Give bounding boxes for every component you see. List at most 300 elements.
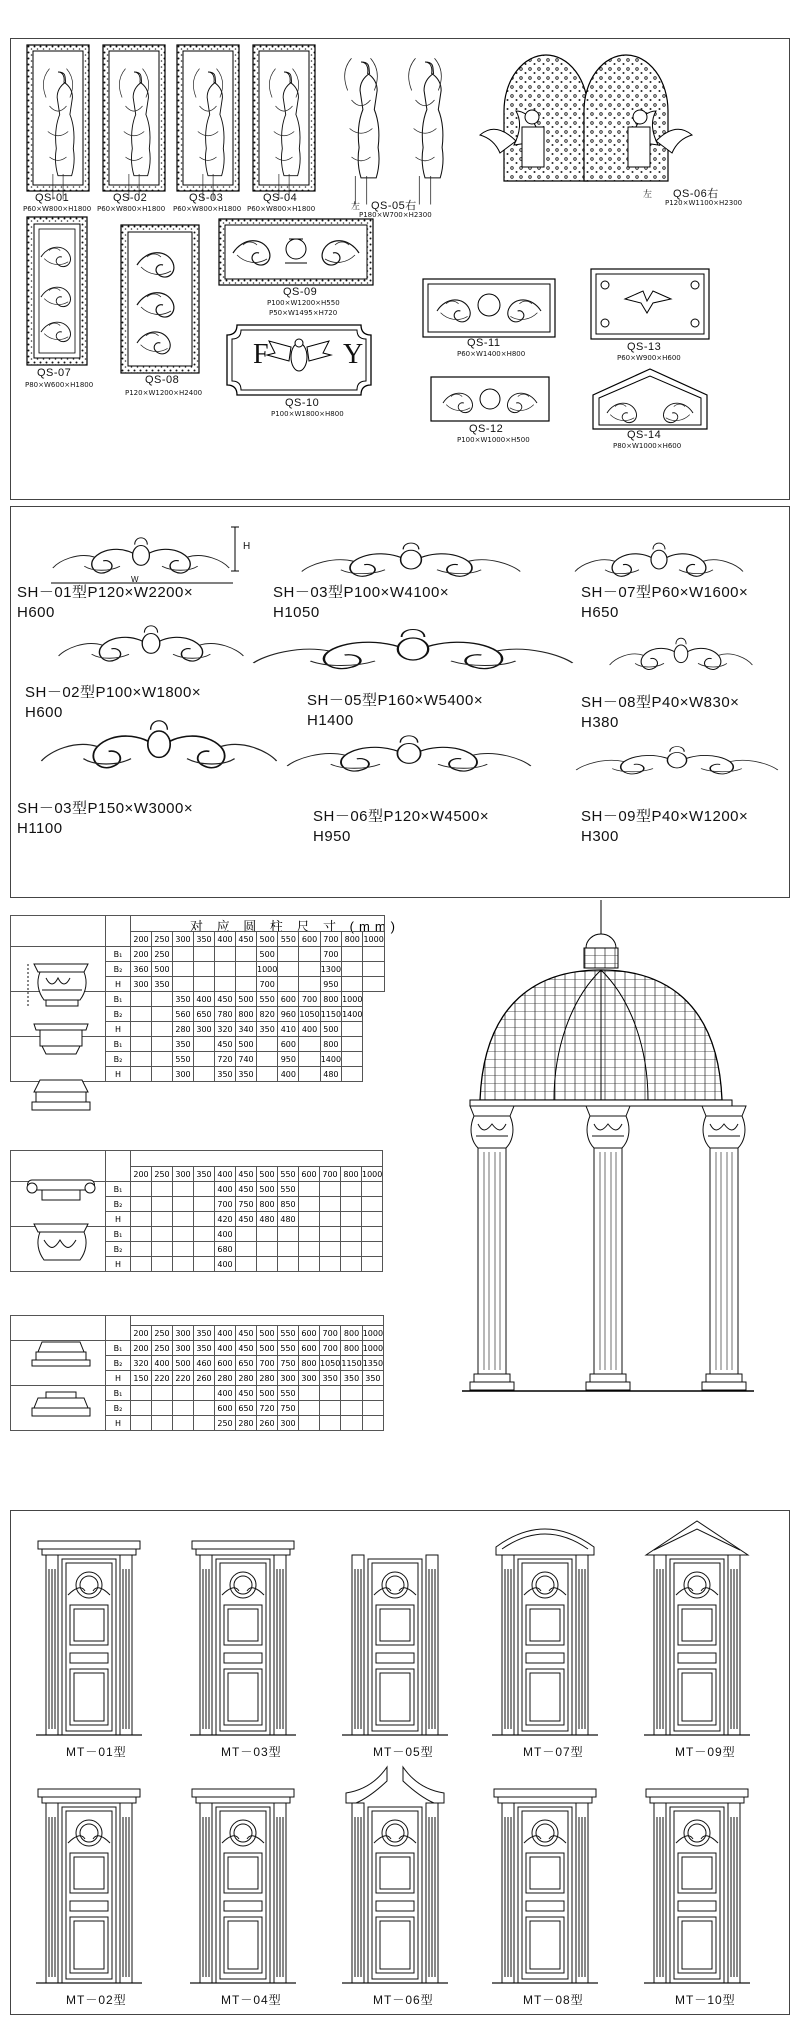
table-cell: 550 <box>257 992 278 1007</box>
table-cell: 500 <box>236 1037 257 1052</box>
table-cell <box>320 1242 341 1257</box>
table-cell <box>152 1037 173 1052</box>
table-cell <box>299 977 320 992</box>
size-header-cell: 1000 <box>363 932 384 947</box>
table-cell: 280 <box>236 1371 257 1386</box>
table-cell <box>257 1037 278 1052</box>
qs-10-code: QS-10 <box>285 397 320 409</box>
table-cell: 420 <box>215 1212 236 1227</box>
table-cell <box>299 1037 320 1052</box>
size-header-cell: 450 <box>236 932 257 947</box>
table-cell <box>299 1257 320 1272</box>
size-header-cell: 1000 <box>362 1326 383 1341</box>
size-header-cell: 500 <box>257 1326 278 1341</box>
table-cell <box>152 1386 173 1401</box>
table-cell <box>257 1227 278 1242</box>
mt-01-label: MT－01型 <box>66 1745 127 1759</box>
table-cell: 550 <box>278 1386 299 1401</box>
table-cell: 350 <box>152 977 173 992</box>
qs-04-code: QS-04 <box>263 192 298 204</box>
table-cell <box>320 1416 341 1431</box>
qs-14-dim: P80×W1000×H600 <box>613 442 682 450</box>
table-cell <box>131 1182 152 1197</box>
row-label-cell: B₂ <box>106 1242 131 1257</box>
table-cell <box>131 1007 152 1022</box>
table-cell: 800 <box>341 1341 362 1356</box>
table-cell: 1400 <box>342 1007 363 1022</box>
table-cell: 960 <box>278 1007 299 1022</box>
table-cell <box>131 1022 152 1037</box>
table-cell: 1350 <box>362 1356 383 1371</box>
table-cell: 250 <box>152 1341 173 1356</box>
table-cell <box>341 1182 362 1197</box>
table-cell <box>342 977 363 992</box>
table-cell <box>152 1022 173 1037</box>
table-cell: 1150 <box>320 1007 341 1022</box>
door-MT－06型 <box>342 1767 448 1983</box>
table-cell <box>215 962 236 977</box>
qs-09-code: QS-09 <box>283 286 318 298</box>
table-cell <box>257 1257 278 1272</box>
door-MT－08型 <box>492 1789 598 1983</box>
sh-02-label: SH－02型P100×W1800× H600 <box>25 684 202 721</box>
table-cell: 300 <box>173 1341 194 1356</box>
table-cell <box>215 947 236 962</box>
mt-08-label: MT－08型 <box>523 1993 584 2007</box>
table-cell <box>236 977 257 992</box>
table-cell: 460 <box>194 1356 215 1371</box>
table-cell: 400 <box>194 992 215 1007</box>
table-cell <box>363 962 384 977</box>
table-cell <box>194 1416 215 1431</box>
qs-13-dim: P60×W900×H600 <box>617 354 681 362</box>
door-MT－09型 <box>644 1521 750 1735</box>
table-cell <box>362 1227 383 1242</box>
table-cell <box>152 992 173 1007</box>
qs-01-dim: P60×W800×H1800 <box>23 205 92 213</box>
table-cell <box>342 1052 363 1067</box>
table-cell <box>194 1242 215 1257</box>
size-header-cell: 500 <box>257 1167 278 1182</box>
row-label-cell: B₂ <box>106 1401 131 1416</box>
table-cell <box>194 1401 215 1416</box>
table-cell <box>173 977 194 992</box>
table-cell <box>152 1401 173 1416</box>
table-cell: 600 <box>278 992 299 1007</box>
row-label-cell: B₂ <box>106 1007 131 1022</box>
table-cell: 280 <box>173 1022 194 1037</box>
size-header-cell: 300 <box>173 1167 194 1182</box>
qs-13-code: QS-13 <box>627 341 662 353</box>
table-cell <box>320 1197 341 1212</box>
size-header-cell: 400 <box>215 1326 236 1341</box>
table-cell: 350 <box>236 1067 257 1082</box>
table-cell: 400 <box>215 1341 236 1356</box>
table-cell <box>299 1052 320 1067</box>
table-cell: 950 <box>320 977 341 992</box>
table-cell: 650 <box>236 1356 257 1371</box>
row-label-cell: H <box>106 977 131 992</box>
table-cell <box>131 1386 152 1401</box>
table-cell <box>152 1067 173 1082</box>
table-cell: 500 <box>257 1341 278 1356</box>
qs-05-left-mark: 左 <box>351 201 361 211</box>
qs-10-letter-f: F <box>253 339 270 370</box>
table-cell <box>341 1401 362 1416</box>
table-cell: 280 <box>257 1371 278 1386</box>
table-cell <box>131 1037 152 1052</box>
row-label-cell: B₁ <box>106 1182 131 1197</box>
table-cell: 400 <box>215 1227 236 1242</box>
table-cell: 1000 <box>342 992 363 1007</box>
table-cell <box>299 947 320 962</box>
table-cell <box>278 1242 299 1257</box>
qs-06-dim: P120×W1100×H2300 <box>665 199 743 207</box>
table-cell: 300 <box>278 1371 299 1386</box>
door-MT－04型 <box>190 1789 296 1983</box>
table-cell: 400 <box>299 1022 320 1037</box>
table-cell: 280 <box>236 1416 257 1431</box>
table-cell: 320 <box>131 1356 152 1371</box>
size-header-cell: 350 <box>194 1326 215 1341</box>
sh-08-label: SH－08型P40×W830× H380 <box>581 694 740 731</box>
sh-01-label: SH－01型P120×W2200× H600 <box>17 584 194 621</box>
table-cell: 500 <box>257 1386 278 1401</box>
size-header-cell: 700 <box>320 932 341 947</box>
table-cell <box>194 962 215 977</box>
size-header-cell: 600 <box>299 1167 320 1182</box>
row-label-cell: B₁ <box>106 1227 131 1242</box>
row-label-cell: B₂ <box>106 1356 131 1371</box>
table-cell <box>173 1212 194 1227</box>
size-header-cell: 350 <box>194 932 215 947</box>
table-cell: 700 <box>215 1197 236 1212</box>
table-cell: 350 <box>257 1022 278 1037</box>
table-cell: 260 <box>194 1371 215 1386</box>
table-cell <box>194 1037 215 1052</box>
table-cell: 740 <box>236 1052 257 1067</box>
mt-06-label: MT－06型 <box>373 1993 434 2007</box>
table-cell <box>320 1401 341 1416</box>
table-cell: 600 <box>215 1356 236 1371</box>
table-cell: 800 <box>299 1356 320 1371</box>
table-cell <box>362 1212 383 1227</box>
table-cell <box>152 1257 173 1272</box>
ornament-w-mark: W <box>131 575 140 584</box>
table-cell: 650 <box>236 1401 257 1416</box>
table-cell <box>299 1067 320 1082</box>
table-cell: 750 <box>278 1401 299 1416</box>
size-header-cell: 500 <box>257 932 278 947</box>
statue-drawings <box>11 39 791 501</box>
table-cell: 700 <box>299 992 320 1007</box>
mt-10-label: MT－10型 <box>675 1993 736 2007</box>
size-header-cell: 450 <box>236 1326 257 1341</box>
door-MT－03型 <box>190 1541 296 1735</box>
table-cell <box>152 1416 173 1431</box>
table-cell: 800 <box>320 1037 341 1052</box>
table-cell <box>341 1257 362 1272</box>
table-cell <box>173 1416 194 1431</box>
table-cell: 250 <box>215 1416 236 1431</box>
row-label-cell: H <box>106 1257 131 1272</box>
table-cell: 720 <box>257 1401 278 1416</box>
sh-03-label: SH－03型P100×W4100× H1050 <box>273 584 450 621</box>
door-MT－01型 <box>36 1541 142 1735</box>
size-header-cell: 550 <box>278 1167 299 1182</box>
table-cell: 600 <box>299 1341 320 1356</box>
table-cell <box>173 1197 194 1212</box>
size-header-cell: 700 <box>320 1167 341 1182</box>
table-cell <box>173 1182 194 1197</box>
table-cell: 400 <box>152 1356 173 1371</box>
table-cell: 450 <box>236 1212 257 1227</box>
table-cell <box>362 1257 383 1272</box>
door-MT－05型 <box>342 1555 448 1735</box>
table-cell <box>194 977 215 992</box>
table-cell <box>299 1416 320 1431</box>
table-cell: 300 <box>173 1067 194 1082</box>
qs-10-letter-y: Y <box>343 339 364 370</box>
table-cell <box>194 947 215 962</box>
table-cell: 450 <box>236 1386 257 1401</box>
size-header-cell: 250 <box>152 932 173 947</box>
table-cell: 350 <box>215 1067 236 1082</box>
table-cell: 500 <box>257 1182 278 1197</box>
row-label-cell: H <box>106 1022 131 1037</box>
row-label-cell: H <box>106 1371 131 1386</box>
column-spec-title: 对 应 圆 柱 尺 寸 (mm) <box>190 919 400 934</box>
table-cell <box>342 962 363 977</box>
table-cell <box>194 1212 215 1227</box>
table-cell: 850 <box>278 1197 299 1212</box>
row-label-cell: B₁ <box>106 1037 131 1052</box>
mt-09-label: MT－09型 <box>675 1745 736 1759</box>
table-cell <box>299 1182 320 1197</box>
table-cell: 500 <box>257 947 278 962</box>
table-cell: 780 <box>215 1007 236 1022</box>
table-cell: 280 <box>215 1371 236 1386</box>
row-label-cell: B₂ <box>106 1052 131 1067</box>
mt-04-label: MT－04型 <box>221 1993 282 2007</box>
table-cell: 680 <box>215 1242 236 1257</box>
size-header-cell: 600 <box>299 1326 320 1341</box>
statue-panel <box>10 38 790 500</box>
table-cell: 450 <box>236 1182 257 1197</box>
ornament-h-mark: H <box>243 541 251 552</box>
table-cell <box>341 1212 362 1227</box>
table-cell <box>131 1197 152 1212</box>
table-cell <box>194 1052 215 1067</box>
table-cell: 450 <box>236 1341 257 1356</box>
qs-10-dim: P100×W1800×H800 <box>271 410 344 418</box>
table-cell: 220 <box>173 1371 194 1386</box>
table-cell <box>194 1257 215 1272</box>
qs-12-dim: P100×W1000×H500 <box>457 436 530 444</box>
table-cell <box>362 1416 383 1431</box>
table-cell <box>257 1242 278 1257</box>
size-header-cell: 450 <box>236 1167 257 1182</box>
table-cell <box>173 1401 194 1416</box>
table-cell: 350 <box>320 1371 341 1386</box>
table-cell <box>194 1182 215 1197</box>
qs-03-code: QS-03 <box>189 192 224 204</box>
row-label-cell: B₁ <box>106 1386 131 1401</box>
table-cell: 700 <box>320 1341 341 1356</box>
table-cell <box>363 947 384 962</box>
qs-05-code: QS-05右 <box>371 200 417 212</box>
table-cell: 600 <box>278 1037 299 1052</box>
table-cell <box>299 1386 320 1401</box>
table-cell <box>131 1052 152 1067</box>
size-header-cell: 600 <box>299 932 320 947</box>
table-cell: 800 <box>236 1007 257 1022</box>
table-cell: 1050 <box>320 1356 341 1371</box>
size-header-cell: 550 <box>278 1326 299 1341</box>
table-cell <box>299 1401 320 1416</box>
table-cell <box>341 1242 362 1257</box>
table-cell: 700 <box>257 1356 278 1371</box>
table-cell <box>236 947 257 962</box>
table-cell: 400 <box>215 1257 236 1272</box>
table-cell <box>278 962 299 977</box>
row-label-cell: B₁ <box>106 992 131 1007</box>
door-panel <box>10 1510 790 2015</box>
row-label-cell: B₂ <box>106 962 131 977</box>
table-cell <box>131 1242 152 1257</box>
table-cell <box>341 1386 362 1401</box>
table-cell: 260 <box>257 1416 278 1431</box>
table-cell: 300 <box>299 1371 320 1386</box>
table-cell <box>173 947 194 962</box>
qs-02-dim: P60×W800×H1800 <box>97 205 166 213</box>
table-cell <box>299 962 320 977</box>
qs-11-dim: P60×W1400×H800 <box>457 350 526 358</box>
table-cell: 650 <box>194 1007 215 1022</box>
table-cell: 550 <box>173 1052 194 1067</box>
table-cell: 800 <box>257 1197 278 1212</box>
qs-09-dim: P100×W1200×H550 <box>267 299 340 307</box>
qs-14-code: QS-14 <box>627 429 662 441</box>
table-cell <box>299 1242 320 1257</box>
table-cell: 300 <box>278 1416 299 1431</box>
mt-03-label: MT－03型 <box>221 1745 282 1759</box>
table-cell: 300 <box>131 977 152 992</box>
door-MT－02型 <box>36 1789 142 1983</box>
door-drawings <box>11 1511 791 2016</box>
qs-08-dim: P120×W1200×H2400 <box>125 389 203 397</box>
table-cell: 500 <box>152 962 173 977</box>
table-cell <box>152 1242 173 1257</box>
table-cell <box>215 977 236 992</box>
table-cell <box>131 1227 152 1242</box>
table-cell: 220 <box>152 1371 173 1386</box>
table-cell <box>194 1197 215 1212</box>
size-header-cell: 250 <box>152 1326 173 1341</box>
mt-05-label: MT－05型 <box>373 1745 434 1759</box>
table-cell <box>299 1227 320 1242</box>
table-cell <box>299 1212 320 1227</box>
qs-08-code: QS-08 <box>145 374 180 386</box>
table-cell <box>131 1401 152 1416</box>
table-cell <box>152 1182 173 1197</box>
table-cell: 480 <box>257 1212 278 1227</box>
sh-03b-label: SH－03型P150×W3000× H1100 <box>17 800 194 837</box>
table-cell: 1400 <box>320 1052 341 1067</box>
table-cell <box>278 1227 299 1242</box>
table-cell: 1000 <box>257 962 278 977</box>
table-cell <box>131 992 152 1007</box>
table-cell <box>131 1257 152 1272</box>
table-cell: 950 <box>278 1052 299 1067</box>
table-cell: 750 <box>236 1197 257 1212</box>
table-cell <box>320 1257 341 1272</box>
table-cell: 340 <box>236 1022 257 1037</box>
table-cell <box>131 1067 152 1082</box>
table-cell: 550 <box>278 1182 299 1197</box>
row-label-cell: H <box>106 1416 131 1431</box>
table-cell: 700 <box>257 977 278 992</box>
row-label-cell: B₁ <box>106 1341 131 1356</box>
table-cell <box>173 1386 194 1401</box>
gazebo-drawing <box>470 900 790 1420</box>
sh-05-label: SH－05型P160×W5400× H1400 <box>307 692 484 729</box>
size-header-cell: 550 <box>278 932 299 947</box>
table-cell <box>341 1416 362 1431</box>
size-header-cell: 400 <box>215 1167 236 1182</box>
table-cell: 410 <box>278 1022 299 1037</box>
capital-sketches <box>12 950 112 1510</box>
table-cell <box>236 962 257 977</box>
table-cell: 400 <box>215 1182 236 1197</box>
table-cell <box>173 962 194 977</box>
table-cell <box>342 1022 363 1037</box>
table-cell <box>342 1067 363 1082</box>
qs-07-dim: P80×W600×H1800 <box>25 381 94 389</box>
table-cell: 400 <box>215 1386 236 1401</box>
table-cell: 300 <box>194 1022 215 1037</box>
table-cell <box>194 1067 215 1082</box>
table-cell: 1000 <box>362 1341 383 1356</box>
table-cell <box>278 947 299 962</box>
qs-12-code: QS-12 <box>469 423 504 435</box>
size-header-cell: 300 <box>173 932 194 947</box>
table-cell: 450 <box>215 1037 236 1052</box>
table-cell <box>341 1227 362 1242</box>
qs-01-code: QS-01 <box>35 192 70 204</box>
table-cell <box>278 1257 299 1272</box>
size-header-cell: 250 <box>152 1167 173 1182</box>
qs-03-dim: P60×W800×H1800 <box>173 205 242 213</box>
qs-09-dim2: P50×W1495×H720 <box>269 309 338 317</box>
row-label-cell: B₁ <box>106 947 131 962</box>
table-cell: 350 <box>341 1371 362 1386</box>
table-cell: 720 <box>215 1052 236 1067</box>
size-header-cell: 400 <box>215 932 236 947</box>
table-cell <box>152 1227 173 1242</box>
size-header-cell: 800 <box>342 932 363 947</box>
table-cell <box>342 947 363 962</box>
table-cell: 500 <box>320 1022 341 1037</box>
table-cell <box>236 1242 257 1257</box>
mt-07-label: MT－07型 <box>523 1745 584 1759</box>
size-header-cell: 300 <box>173 1326 194 1341</box>
qs-02-code: QS-02 <box>113 192 148 204</box>
table-cell: 1300 <box>320 962 341 977</box>
table-cell <box>236 1257 257 1272</box>
table-cell <box>320 1386 341 1401</box>
table-cell <box>257 1067 278 1082</box>
